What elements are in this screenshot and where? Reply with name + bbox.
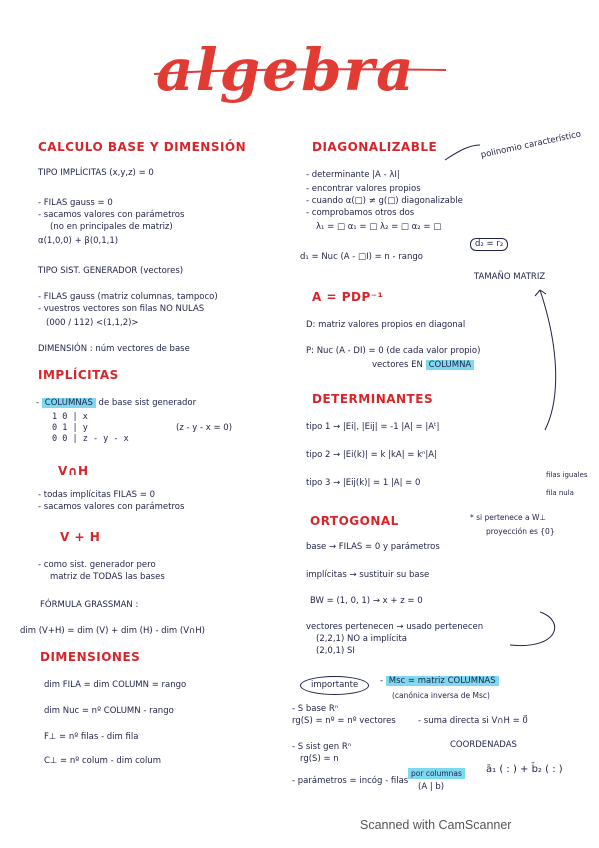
implicitas-eq: (z - y - x = 0) [176,423,233,433]
calc-line: α(1,0,0) + β(0,1,1) [38,236,119,246]
diag-line: d₁ = Nuc (A - □I) = n - rango [300,252,423,262]
heading-vnh: V∩H [58,464,89,478]
imp-ab: (A | b) [418,782,445,792]
highlight-msc: Msc = matriz COLUMNAS [386,676,499,686]
vmash-line: - como sist. generador pero [38,560,156,570]
calc-line: - vuestros vectores son filas NO NULAS [38,304,205,314]
heading-apdp: A = PDP⁻¹ [312,290,384,304]
highlight-por-columnas: por columnas [408,768,465,779]
orto-line: (2,2,1) NO a implícita [316,634,407,644]
heading-diagonalizable: DIAGONALIZABLE [312,140,438,154]
implicitas-desc: de base sist generador [98,398,197,408]
orto-note: proyección es {0} [486,527,555,536]
calc-line: - FILAS gauss = 0 [38,198,113,208]
det-line: tipo 3 → |Eij(k)| = 1 |A| = 0 [306,478,421,488]
calc-line: (000 / 112) <(1,1,2)> [46,318,139,328]
calc-line: - sacamos valores con parámetros [38,210,185,220]
diag-line: λ₁ = □ α₁ = □ λ₂ = □ α₂ = □ [316,222,442,232]
det-side: fila nula [546,489,574,497]
det-line: tipo 1 → |Ei|, |Eij| = -1 |A| = |Aᵗ| [306,422,440,432]
orto-note: * si pertenece a W⊥ [470,513,546,522]
orto-line: BW = (1, 0, 1) → x + z = 0 [310,596,423,606]
imp-line: rg(S) = nº = nº vectores [292,716,396,726]
det-side: filas iguales [546,471,588,479]
vnh-line: - sacamos valores con parámetros [38,502,185,512]
orto-line: (2,0,1) SI [316,646,355,656]
orto-line: base → FILAS = 0 y parámetros [306,542,440,552]
heading-dimensiones: DIMENSIONES [40,650,141,664]
heading-calculo: CALCULO BASE Y DIMENSIÓN [38,140,247,154]
vmash-line: matriz de TODAS las bases [50,572,165,582]
orto-line: vectores pertenecen → usado pertenecen [306,622,484,632]
calc-line: TIPO IMPLÍCITAS (x,y,z) = 0 [38,168,154,178]
importante-hl-wrap: - Msc = matriz COLUMNAS [380,676,499,687]
imp-coord-formula: ā₁ ( : ) + b̄₂ ( : ) [486,764,563,775]
implicitas-line: - COLUMNAS de base sist generador [36,398,197,408]
matrix-row: 0 0 | z - y - x [52,434,129,444]
apdp-line: D: matriz valores propios en diagonal [306,320,466,330]
grassman-label: FÓRMULA GRASSMAN : [40,600,139,610]
orto-line: implícitas → sustituir su base [306,570,430,580]
dim-line: F⊥ = nº filas - dim fila [44,732,139,742]
heading-implicitas: IMPLÍCITAS [38,368,119,382]
diag-note: polinomio característico [479,129,582,161]
highlight-columna: COLUMNA [426,360,475,370]
calc-line: DIMENSIÓN : núm vectores de base [38,344,190,354]
diag-line: TAMAÑO MATRIZ [474,272,546,282]
diag-line: - encontrar valores propios [306,184,421,194]
apdp-vectores: vectores EN [372,360,423,370]
highlight-columnas: COLUMNAS [42,398,96,408]
heading-determinantes: DETERMINANTES [312,392,434,406]
diag-line: - determinante |A - λI| [306,170,400,180]
diag-boxed: d₂ = r₂ [470,238,508,251]
heading-ortogonal: ORTOGONAL [310,514,399,528]
matrix-row: 0 1 | y [52,423,88,433]
scanner-footer: Scanned with CamScanner [360,818,512,832]
diag-line: - comprobamos otros dos [306,208,415,218]
apdp-line: P: Nuc (A - DI) = 0 (de cada valor propio) [306,346,481,356]
matrix-row: 1 0 | x [52,412,88,422]
imp-coordenadas: COORDENADAS [450,740,517,750]
diag-line: - cuando α(□) ≠ g(□) diagonalizable [306,196,463,206]
title-text: algebra [156,36,416,104]
importante-sub: (canónica inversa de Msc) [392,691,490,700]
dim-line: C⊥ = nº colum - dim colum [44,756,161,766]
imp-line: - S base Rⁿ [292,704,339,714]
det-line: tipo 2 → |Ei(k)| = k |kA| = kⁿ|A| [306,450,437,460]
imp-line: rg(S) = n [300,754,339,764]
calc-line: - FILAS gauss (matriz columnas, tampoco) [38,292,218,302]
heading-vmash: V + H [60,530,101,544]
imp-line: - S sist gen Rⁿ [292,742,352,752]
importante-badge: importante [300,676,369,695]
imp-line: - parámetros = incóg - filas [292,776,409,786]
imp-line: - suma directa si V∩H = 0⃗ [418,716,528,726]
dim-line: dim FILA = dim COLUMN = rango [44,680,187,690]
grassman-formula: dim (V+H) = dim (V) + dim (H) - dim (V∩H) [20,626,205,636]
dim-line: dim Nuc = nº COLUMN - rango [44,706,174,716]
calc-line: TIPO SIST. GENERADOR (vectores) [38,266,184,276]
calc-line: (no en principales de matriz) [50,222,173,232]
vnh-line: - todas implícitas FILAS = 0 [38,490,155,500]
